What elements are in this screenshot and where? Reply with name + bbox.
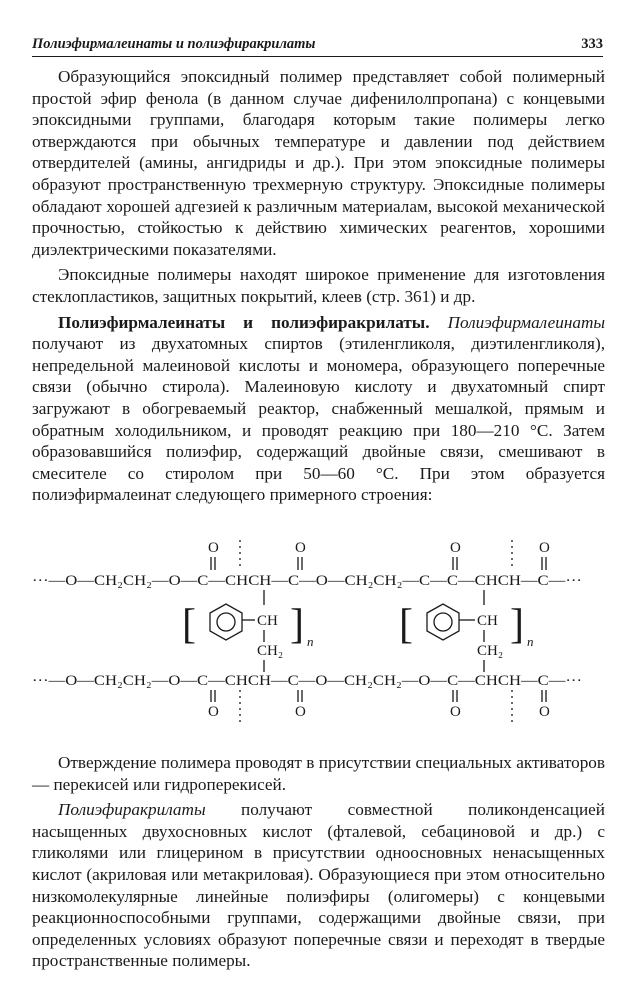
paragraph-curing: Отверждение полимера проводят в присутствии специальных активаторов — перекисей или гидроперекисей.: [32, 753, 605, 794]
subscript-n: n: [307, 634, 314, 649]
polyester-maleate-structure: [32, 530, 605, 730]
bottom-chain: ···—O—CH₂CH₂—O—C—CHCH—C—O—CH₂CH₂—O—C—CHCH—C—···: [32, 673, 582, 689]
bracket-right: ]: [290, 602, 304, 648]
top-chain: ···—O—CH₂CH₂—O—C—CHCH—C—O—CH₂CH₂—C—C—CHCH—C—···: [32, 573, 582, 589]
oxygen-label: O: [450, 704, 461, 720]
ch2-label: CH₂: [257, 643, 284, 659]
paragraph-epoxy-applications: Эпоксидные полимеры находят широкое применение для изготовления стеклопластиков, защитных покрытий, клеев (стр. 361) и др.: [32, 265, 605, 306]
paragraph-polyester-acrylates: [32, 799, 605, 972]
subscript-n: n: [527, 634, 534, 649]
oxygen-label: O: [295, 540, 306, 556]
oxygen-label: O: [539, 704, 550, 720]
running-title: Полиэфирмалеинаты и полиэфиракрилаты: [32, 36, 316, 52]
oxygen-label: O: [450, 540, 461, 556]
body-text-top: [32, 66, 605, 506]
oxygen-label: O: [208, 704, 219, 720]
bracket-left: [: [399, 602, 413, 648]
bracket-right: ]: [510, 602, 524, 648]
section-text: получают из двухатомных спиртов (этиленгликоля, диэтиленгликоля), непредельной малеиновой кислоты и мономера, образующего поперечные связи (обычно стирола). Малеиновую кислоту и двухатомный спирт загружают в обогреваемый реактор, снабженный мешалкой, прямым и обратным холодильником, и проводят реакцию при 180—210 °С. Затем образовавшийся полиэфир, содержащий двойные связи, смешивают в смесителе со стиролом при 50—60 °С. При этом образуется полиэфирмалеинат следующего примерного строения:: [32, 334, 605, 505]
term-polyester-maleates: Полиэфирмалеинаты: [447, 312, 605, 332]
oxygen-label: O: [208, 540, 219, 556]
term-polyester-acrylates: Полиэфиракрилаты: [58, 800, 206, 820]
section-heading: Полиэфирмалеинаты и полиэфиракрилаты.: [58, 312, 430, 332]
acrylate-text: получают совместной поликонденсацией насыщенных двухосновных кислот (фталевой, себациновой и др.) с гликолями или глицерином в присутствии одноосновных ненасыщенных кислот (акриловая или метакриловая). Образующиеся при этом относительно низкомолекулярные линейные полиэфиры (олигомеры) с концевыми реакционноспособными группами, содержащими двойные связи, при определенных условиях образуют поперечные связи и переходят в твердые пространственные полимеры.: [32, 800, 605, 971]
oxygen-label: O: [539, 540, 550, 556]
paragraph-epoxy-properties: Образующийся эпоксидный полимер представляет собой полимерный простой эфир фенола (в данном случае дифенилолпропана) с концевыми эпоксидными группами, благодаря которым такие полимеры легко отверждаются при обычных температуре и давлении под действием отвердителей (амины, ангидриды и др.). При этом эпоксидные полимеры образуют пространственную трехмерную структуру. Эпоксидные полимеры обладают хорошей адгезией к различным материалам, высокой механической прочностью, стойкостью к действию химических реагентов, хорошими диэлектрическими показателями.: [32, 67, 605, 259]
benzene-ring-circle: [217, 613, 235, 631]
ch2-label: CH₂: [477, 643, 504, 659]
benzene-ring-1: [210, 604, 242, 640]
oxygen-label: O: [295, 704, 306, 720]
ch-label: CH: [257, 613, 278, 629]
running-head: [32, 34, 603, 57]
paragraph-polyester-maleates: [32, 312, 605, 506]
body-text-bottom: [32, 752, 605, 972]
benzene-ring-circle: [434, 613, 452, 631]
page-number: 333: [581, 36, 603, 52]
bracket-left: [: [182, 602, 196, 648]
ch-label: CH: [477, 613, 498, 629]
benzene-ring-2: [427, 604, 459, 640]
